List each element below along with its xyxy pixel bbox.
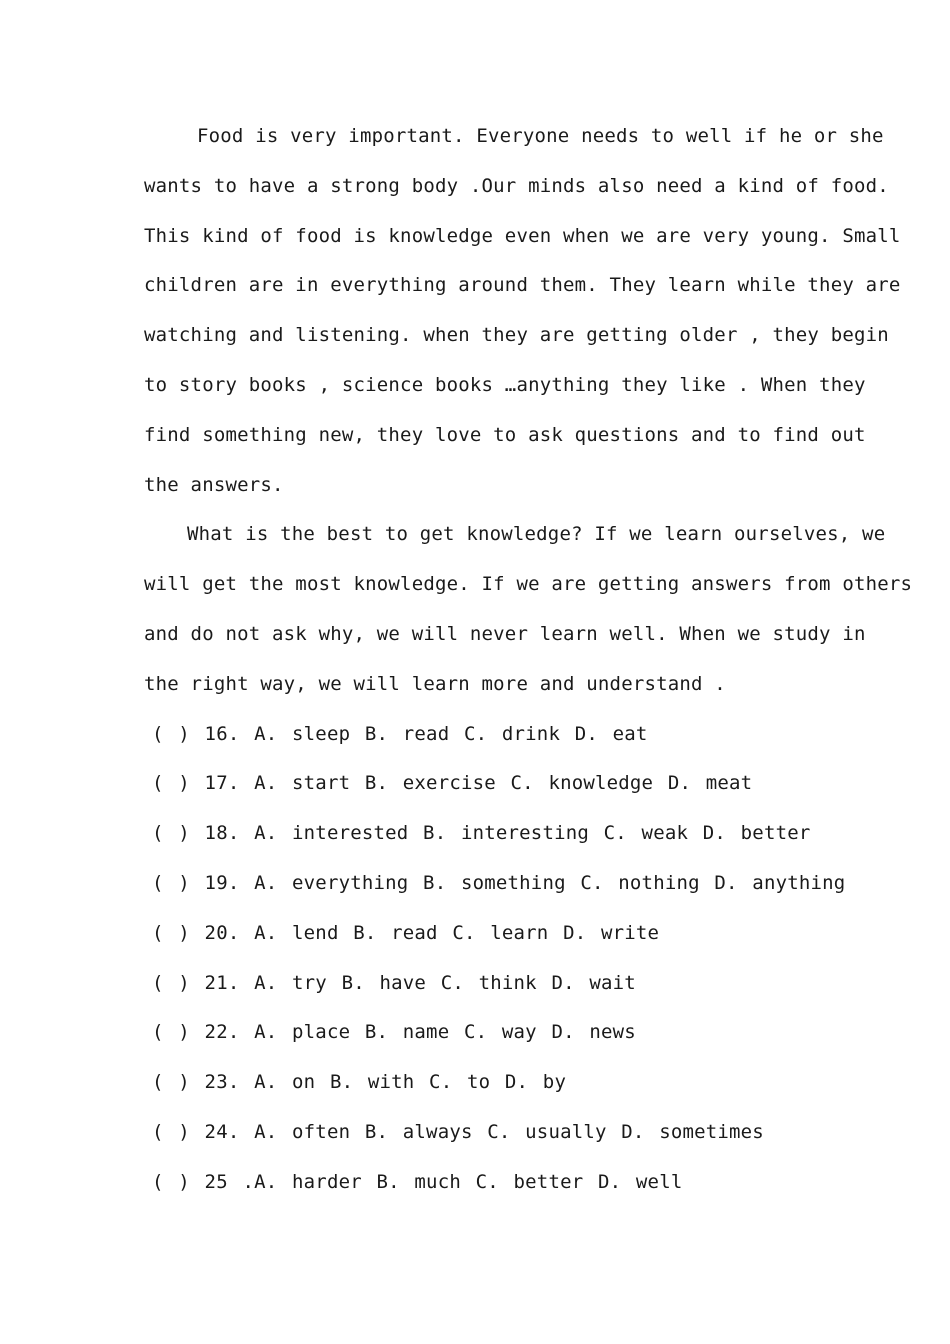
paragraph-line: What is the best to get knowledge? If we learn ourselves, we [187, 523, 886, 546]
paragraph-line: find something new, they love to ask questions and to find out [144, 423, 866, 446]
question-16: ( ) 16. A. sleep B. read C. drink D. eat [152, 722, 648, 745]
question-19: ( ) 19. A. everything B. something C. nothing D. anything [152, 871, 846, 894]
paragraph-line: will get the most knowledge. If we are getting answers from others [144, 573, 913, 596]
paragraph-line: the answers. [144, 473, 284, 496]
question-18: ( ) 18. A. interested B. interesting C. weak D. better [152, 822, 811, 845]
paragraph-1 [144, 112, 901, 510]
question-list [144, 710, 846, 1208]
question-17: ( ) 17. A. start B. exercise C. knowledge D. meat [152, 772, 753, 795]
question-25: ( ) 25 .A. harder B. much C. better D. well [152, 1170, 683, 1193]
question-23: ( ) 23. A. on B. with C. to D. by [152, 1071, 567, 1094]
paragraph-line: watching and listening. when they are getting older , they begin [144, 324, 889, 347]
paragraph-2 [144, 510, 913, 709]
paragraph-line: children are in everything around them. They learn while they are [144, 274, 901, 297]
question-21: ( ) 21. A. try B. have C. think D. wait [152, 971, 636, 994]
paragraph-line: Food is very important. Everyone needs to well if he or she [197, 125, 884, 147]
paragraph-line: to story books , science books …anything they like . When they [144, 373, 866, 396]
question-22: ( ) 22. A. place B. name C. way D. news [152, 1021, 636, 1044]
document-page [144, 112, 913, 1208]
paragraph-line: wants to have a strong body .Our minds also need a kind of food. [144, 174, 889, 197]
paragraph-line: the right way, we will learn more and understand . [144, 672, 726, 695]
question-24: ( ) 24. A. often B. always C. usually D. sometimes [152, 1120, 764, 1143]
question-20: ( ) 20. A. lend B. read C. learn D. write [152, 921, 660, 944]
paragraph-line: This kind of food is knowledge even when we are very young. Small [144, 224, 901, 247]
paragraph-line: and do not ask why, we will never learn well. When we study in [144, 622, 866, 645]
